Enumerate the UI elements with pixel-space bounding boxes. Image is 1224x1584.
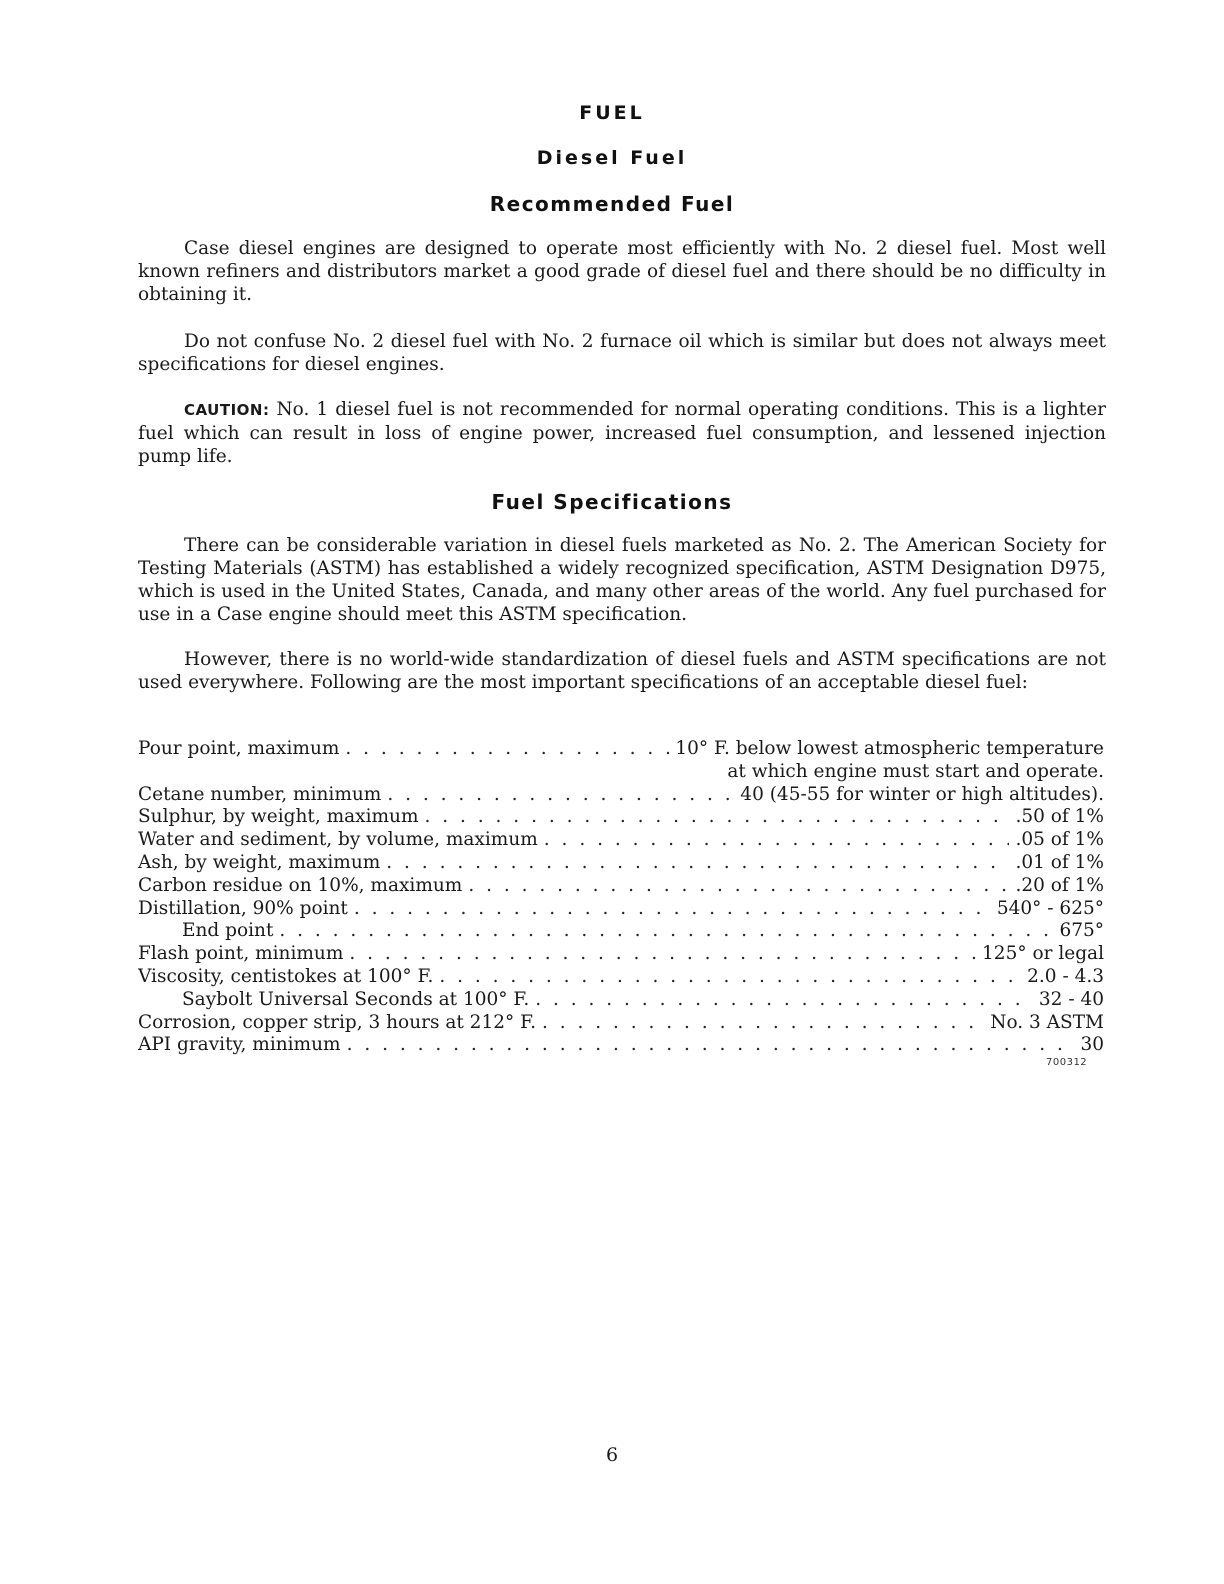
spec-label: Cetane number, minimum bbox=[138, 783, 382, 805]
paragraph-text: No. 1 diesel fuel is not recommended for normal operating conditions. This is a lighter fuel which can result in loss of engine power, increased fuel consumption, and lessened injection pump life. bbox=[138, 399, 1106, 467]
spec-row bbox=[138, 829, 1104, 852]
paragraph-caution bbox=[138, 398, 1106, 468]
spec-value: 32 - 40 bbox=[1038, 988, 1104, 1010]
paragraph-astm bbox=[138, 534, 1106, 626]
spec-label: Flash point, minimum bbox=[138, 943, 344, 965]
paragraph-text: Do not confuse No. 2 diesel fuel with No. 2 furnace oil which is similar but does not always meet specifications for diesel engines. bbox=[138, 331, 1106, 375]
dot-leader bbox=[386, 852, 1009, 875]
spec-value: .50 of 1% bbox=[1015, 806, 1104, 828]
page-title: FUEL bbox=[579, 102, 645, 124]
spec-label: Corrosion, copper strip, 3 hours at 212° F. bbox=[138, 1011, 536, 1033]
spec-value: .20 of 1% bbox=[1015, 874, 1104, 896]
spec-row bbox=[138, 943, 1104, 966]
spec-value: 125° or legal bbox=[982, 943, 1104, 965]
caution-label: CAUTION: bbox=[184, 401, 270, 419]
paragraph-text: There can be considerable variation in diesel fuels marketed as No. 2. The American Society for Testing Materials (ASTM) has established a widely recognized specification, ASTM Designation D975, which is used in the United States, Canada, and many other areas of the world. Any fuel purchased for use in a Case engine should meet this ASTM specification. bbox=[138, 535, 1106, 625]
spec-value: 30 bbox=[1080, 1034, 1104, 1056]
section-title-diesel-fuel: Diesel Fuel bbox=[536, 147, 688, 169]
spec-value: No. 3 ASTM bbox=[990, 1011, 1104, 1033]
spec-label: Carbon residue on 10%, maximum bbox=[138, 874, 463, 896]
paragraph-recommended-fuel bbox=[138, 237, 1106, 306]
dot-leader bbox=[439, 966, 1021, 989]
spec-label: Water and sediment, by volume, maximum bbox=[138, 829, 538, 851]
paragraph-furnace-oil bbox=[138, 330, 1106, 376]
spec-value-continuation: at which engine must start and operate. bbox=[727, 760, 1104, 782]
subsection-title-fuel-specifications: Fuel Specifications bbox=[491, 490, 733, 514]
spec-label: Viscosity, centistokes at 100° F. bbox=[138, 965, 434, 987]
dot-leader bbox=[354, 898, 991, 921]
spec-value: .05 of 1% bbox=[1015, 829, 1104, 851]
dot-leader bbox=[345, 738, 669, 761]
spec-row bbox=[138, 920, 1104, 943]
paragraph-standardization bbox=[138, 648, 1106, 694]
spec-row-pour-point bbox=[138, 738, 1104, 761]
figure-code: 700312 bbox=[1046, 1057, 1088, 1068]
spec-label: Ash, by weight, maximum bbox=[138, 851, 381, 873]
dot-leader bbox=[279, 920, 1053, 943]
spec-label: API gravity, minimum bbox=[138, 1034, 341, 1056]
subsection-title-recommended-fuel: Recommended Fuel bbox=[489, 192, 735, 216]
spec-label: Pour point, maximum bbox=[138, 738, 340, 759]
spec-label: Sulphur, by weight, maximum bbox=[138, 806, 419, 828]
dot-leader bbox=[349, 943, 976, 966]
spec-value: .01 of 1% bbox=[1015, 851, 1104, 873]
spec-value: 10° F. below lowest atmospheric temperature bbox=[675, 738, 1104, 759]
fuel-specification-list bbox=[138, 738, 1104, 1057]
spec-row bbox=[138, 784, 1104, 807]
spec-label: Saybolt Universal Seconds at 100° F. bbox=[182, 988, 530, 1010]
spec-value: 40 (45-55 for winter or high altitudes). bbox=[740, 783, 1104, 805]
spec-row bbox=[138, 875, 1104, 898]
spec-row bbox=[138, 966, 1104, 989]
paragraph-text: Case diesel engines are designed to operate most efficiently with No. 2 diesel fuel. Most well known refiners and distributors market a good grade of diesel fuel and there should be no difficulty in obtaining it. bbox=[138, 238, 1106, 305]
spec-row bbox=[138, 806, 1104, 829]
spec-row bbox=[138, 1034, 1104, 1057]
spec-label: End point bbox=[182, 920, 274, 942]
dot-leader bbox=[468, 875, 1009, 898]
dot-leader bbox=[535, 989, 1033, 1012]
dot-leader bbox=[544, 829, 1010, 852]
spec-row bbox=[138, 989, 1104, 1012]
spec-label: Distillation, 90% point bbox=[138, 897, 348, 919]
page-number: 6 bbox=[605, 1444, 619, 1466]
dot-leader bbox=[347, 1034, 1075, 1057]
spec-row bbox=[138, 1012, 1104, 1035]
dot-leader bbox=[387, 784, 734, 807]
paragraph-text: However, there is no world-wide standardization of diesel fuels and ASTM specifications are not used everywhere. Following are the most important specifications of an acceptable diesel fuel: bbox=[138, 649, 1106, 693]
spec-row bbox=[138, 852, 1104, 875]
spec-value: 540° - 625° bbox=[996, 897, 1104, 919]
dot-leader bbox=[542, 1012, 984, 1035]
spec-value: 2.0 - 4.3 bbox=[1027, 965, 1104, 987]
dot-leader bbox=[425, 806, 1010, 829]
spec-row bbox=[138, 898, 1104, 921]
spec-value: 675° bbox=[1059, 920, 1104, 942]
